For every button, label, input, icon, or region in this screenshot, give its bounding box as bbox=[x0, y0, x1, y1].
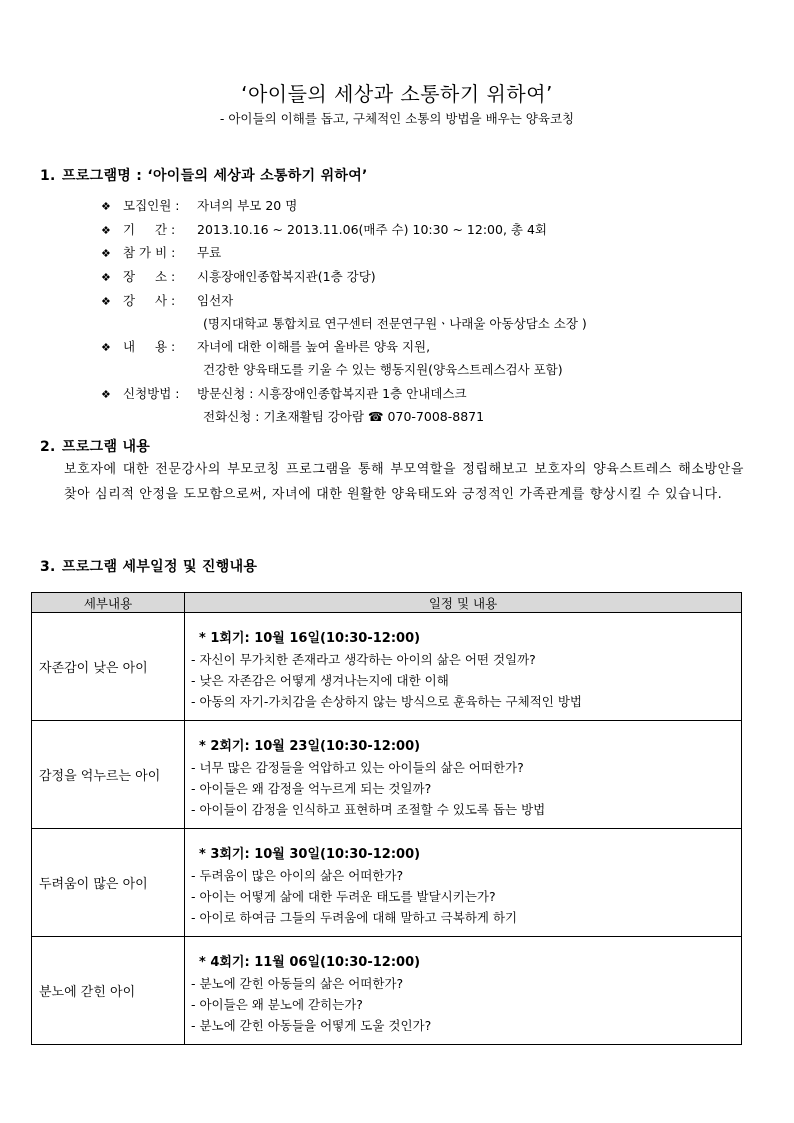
section1-heading bbox=[40, 165, 368, 185]
section1-number: 1. bbox=[40, 168, 56, 184]
session-item: - 아동의 자기-가치감을 손상하지 않는 방식으로 훈육하는 구체적인 방법 bbox=[191, 693, 582, 709]
info-row-period bbox=[101, 220, 547, 238]
session-heading: * 4회기: 11월 06일(10:30-12:00) bbox=[199, 954, 421, 970]
session-heading: * 2회기: 10월 23일(10:30-12:00) bbox=[199, 738, 421, 754]
section2-heading bbox=[40, 436, 150, 456]
table-row bbox=[32, 613, 742, 721]
document-subtitle: - 아이들의 이해를 돕고, 구체적인 소통의 방법을 배우는 양육코칭 bbox=[219, 111, 575, 126]
session-item: - 아이들은 왜 감정을 억누르게 되는 것일까? bbox=[191, 780, 432, 796]
section3-title: 프로그램 세부일정 및 진행내용 bbox=[62, 559, 258, 575]
section3-heading bbox=[40, 556, 257, 576]
diamond-bullet-icon: ❖ bbox=[101, 224, 111, 237]
info-value: 자녀의 부모 20 명 bbox=[197, 198, 298, 213]
info-label: 모집인원 : bbox=[123, 198, 180, 213]
session-item: - 낮은 자존감은 어떻게 생겨나는지에 대한 이해 bbox=[191, 672, 449, 688]
info-value: 시흥장애인종합복지관(1층 강당) bbox=[197, 269, 376, 284]
topic-cell: 두려움이 많은 아이 bbox=[32, 829, 185, 937]
session-item: - 아이는 어떻게 삶에 대한 두려운 태도를 발달시키는가? bbox=[191, 888, 496, 904]
diamond-bullet-icon: ❖ bbox=[101, 388, 111, 401]
section1-title: 프로그램명 : ‘아이들의 세상과 소통하기 위하여’ bbox=[62, 168, 368, 184]
content-continuation: 건강한 양육태도를 키울 수 있는 행동지원(양육스트레스검사 포함) bbox=[203, 362, 563, 377]
schedule-cell bbox=[185, 721, 742, 829]
column-header-topic: 세부내용 bbox=[32, 593, 185, 613]
session-item: - 분노에 갇힌 아동들을 어떻게 도울 것인가? bbox=[191, 1017, 432, 1033]
info-label: 장 소 : bbox=[123, 269, 176, 284]
info-label: 강 사 : bbox=[123, 293, 176, 308]
info-row-instructor bbox=[101, 291, 233, 309]
schedule-cell bbox=[185, 937, 742, 1045]
column-header-schedule: 일정 및 내용 bbox=[185, 593, 742, 613]
info-value: 2013.10.16 ~ 2013.11.06(매주 수) 10:30 ~ 12:00, 총 4회 bbox=[197, 222, 547, 237]
program-description: 보호자에 대한 전문강사의 부모코칭 프로그램을 통해 부모역할을 정립해보고 보호자의 양육스트레스 해소방안을 찾아 심리적 안정을 도모함으로써, 자녀에 대한 원활한 양육태도와 긍정적인 가족관계를 향상시킬 수 있습니다. bbox=[64, 462, 744, 502]
instructor-note: (명지대학교 통합치료 연구센터 전문연구원ㆍ나래울 아동상담소 소장 ) bbox=[203, 316, 587, 331]
session-heading: * 1회기: 10월 16일(10:30-12:00) bbox=[199, 630, 421, 646]
topic-cell: 분노에 갇힌 아이 bbox=[32, 937, 185, 1045]
diamond-bullet-icon: ❖ bbox=[101, 295, 111, 308]
topic-cell: 감정을 억누르는 아이 bbox=[32, 721, 185, 829]
info-label: 기 간 : bbox=[123, 222, 176, 237]
diamond-bullet-icon: ❖ bbox=[101, 271, 111, 284]
table-row bbox=[32, 721, 742, 829]
section2-title: 프로그램 내용 bbox=[62, 439, 151, 455]
info-row-recruitment bbox=[101, 196, 297, 214]
schedule-table bbox=[31, 592, 742, 1045]
session-item: - 두려움이 많은 아이의 삶은 어떠한가? bbox=[191, 867, 404, 883]
info-row-content bbox=[101, 337, 430, 355]
session-item: - 분노에 갇힌 아동들의 삶은 어떠한가? bbox=[191, 975, 404, 991]
diamond-bullet-icon: ❖ bbox=[101, 247, 111, 260]
document-title: ‘아이들의 세상과 소통하기 위하여’ bbox=[241, 82, 553, 106]
info-label: 신청방법 : bbox=[123, 386, 180, 401]
section3-number: 3. bbox=[40, 559, 56, 575]
topic-cell: 자존감이 낮은 아이 bbox=[32, 613, 185, 721]
session-item: - 너무 많은 감정들을 억압하고 있는 아이들의 삶은 어떠한가? bbox=[191, 759, 524, 775]
diamond-bullet-icon: ❖ bbox=[101, 341, 111, 354]
section2-number: 2. bbox=[40, 439, 56, 455]
info-label: 참 가 비 : bbox=[123, 245, 176, 260]
info-row-fee bbox=[101, 243, 221, 261]
info-value: 무료 bbox=[197, 245, 222, 260]
session-item: - 아이로 하여금 그들의 두려움에 대해 말하고 극복하게 하기 bbox=[191, 909, 518, 925]
session-item: - 자신이 무가치한 존재라고 생각하는 아이의 삶은 어떤 것일까? bbox=[191, 651, 536, 667]
info-row-location bbox=[101, 267, 376, 285]
info-row-application bbox=[101, 384, 467, 402]
diamond-bullet-icon: ❖ bbox=[101, 200, 111, 213]
schedule-cell bbox=[185, 829, 742, 937]
table-header-row bbox=[32, 593, 742, 613]
phone-application: 전화신청 : 기초재활팀 강아람 ☎ 070-7008-8871 bbox=[203, 409, 485, 424]
schedule-cell bbox=[185, 613, 742, 721]
info-value: 임선자 bbox=[197, 293, 234, 308]
info-value: 자녀에 대한 이해를 높여 올바른 양육 지원, bbox=[197, 339, 431, 354]
info-label: 내 용 : bbox=[123, 339, 176, 354]
session-heading: * 3회기: 10월 30일(10:30-12:00) bbox=[199, 846, 421, 862]
table-row bbox=[32, 829, 742, 937]
session-item: - 아이들은 왜 분노에 갇히는가? bbox=[191, 996, 363, 1012]
session-item: - 아이들이 감정을 인식하고 표현하며 조절할 수 있도록 돕는 방법 bbox=[191, 801, 546, 817]
table-row bbox=[32, 937, 742, 1045]
info-value: 방문신청 : 시흥장애인종합복지관 1층 안내데스크 bbox=[197, 386, 467, 401]
